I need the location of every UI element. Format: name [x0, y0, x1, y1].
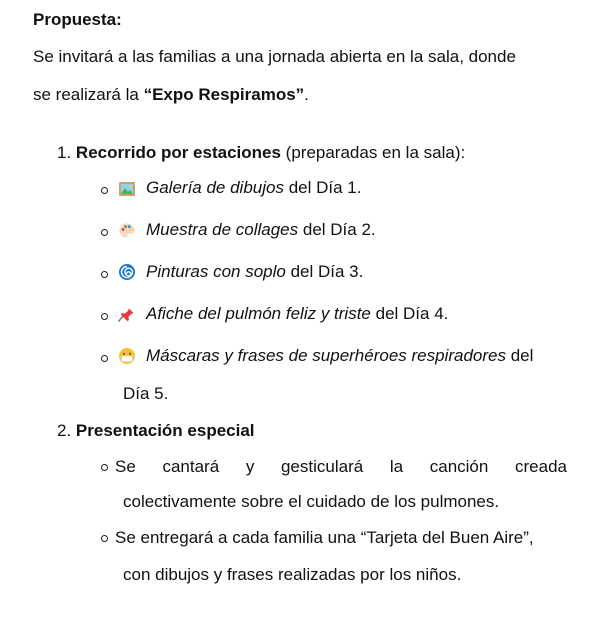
station-2 [146, 220, 376, 240]
bullet-icon [101, 229, 108, 236]
page-heading: Propuesta: [33, 10, 122, 29]
station-3 [146, 262, 363, 282]
list-item-1 [57, 143, 465, 163]
bullet-2-2-line-2: con dibujos y frases realizadas por los niños. [123, 565, 462, 584]
station-title: Afiche del pulmón feliz y triste [146, 304, 371, 323]
face-with-mask-icon [118, 347, 136, 365]
intro-text: se realizará la [33, 85, 144, 104]
expo-title: “Expo Respiramos” [143, 85, 305, 104]
word: la [389, 457, 404, 476]
station-5-continuation: Día 5. [123, 384, 169, 403]
word: creada [515, 457, 567, 476]
intro-period: . [304, 85, 309, 104]
framed-picture-icon [118, 180, 136, 198]
station-title: Pinturas con soplo [146, 262, 286, 281]
bullet-2-2-line-1: Se entregará a cada familia una “Tarjeta del Buen Aire”, [115, 528, 534, 547]
station-day: del [506, 346, 534, 365]
word: cantará [162, 457, 220, 476]
item-number: 2. [57, 421, 72, 440]
station-5 [146, 346, 533, 366]
word: Se [115, 457, 136, 476]
station-4 [146, 304, 448, 324]
station-title: Galería de dibujos [146, 178, 284, 197]
bullet-icon [101, 464, 108, 471]
item-number: 1. [57, 143, 72, 162]
bullet-icon [101, 535, 108, 542]
bullet-icon [101, 271, 108, 278]
station-title: Máscaras y frases de superhéroes respiradores [146, 346, 506, 365]
bullet-2-1-line-1 [115, 457, 567, 477]
cyclone-icon [118, 263, 136, 281]
bullet-icon [101, 313, 108, 320]
station-title: Muestra de collages [146, 220, 299, 239]
item-title-rest: (preparadas en la sala): [280, 143, 466, 162]
station-day: del Día 1. [283, 178, 362, 197]
pushpin-icon [117, 305, 135, 323]
word: y [245, 457, 255, 476]
bullet-2-1-line-2: colectivamente sobre el cuidado de los pulmones. [123, 492, 500, 511]
intro-line-2 [33, 85, 309, 105]
station-day: del Día 4. [370, 304, 449, 323]
station-day: del Día 3. [285, 262, 364, 281]
bullet-icon [101, 187, 108, 194]
list-item-2 [57, 421, 255, 441]
intro-line-1: Se invitará a las familias a una jornada abierta en la sala, donde [33, 47, 516, 66]
bullet-icon [101, 355, 108, 362]
station-day: del Día 2. [298, 220, 376, 239]
word: canción [429, 457, 489, 476]
item-title: Recorrido por estaciones [75, 143, 281, 162]
station-1 [146, 178, 361, 198]
word: gesticulará [280, 457, 364, 476]
item-title: Presentación especial [75, 421, 255, 440]
artist-palette-icon [118, 222, 136, 240]
